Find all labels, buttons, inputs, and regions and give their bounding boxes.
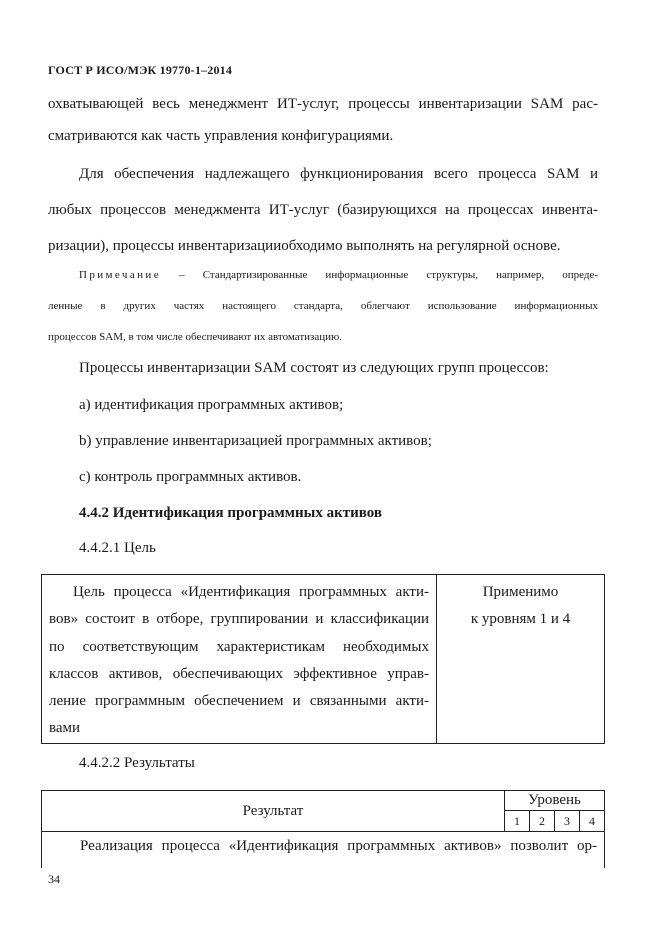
paragraph-line: охватывающей весь менеджмент ИТ-услуг, процессы инвентаризации SAM рас- — [48, 96, 598, 112]
paragraph-line: любых процессов менеджмента ИТ-услуг (базирующихся на процессах инвента- — [48, 202, 598, 218]
goal-table — [41, 574, 605, 744]
note-line: процессов SAM, в том числе обеспечивают их автоматизацию. — [48, 331, 343, 343]
goal-line: ление программным обеспечением и связанными акти- — [49, 693, 429, 710]
level-column-header: Уровень — [505, 791, 605, 811]
goal-line: по соответствующим характеристикам необходимых — [49, 638, 429, 655]
list-item: c) контроль программных активов. — [79, 469, 302, 485]
applicability-line: Применимо — [482, 584, 559, 600]
goal-line: классов активов, обеспечивающих эффективное управ- — [49, 665, 429, 682]
note-text: – Стандартизированные информационные структуры, например, опреде- — [160, 269, 598, 281]
subsection-title: 4.4.2.2 Результаты — [79, 755, 195, 771]
goal-line: Цель процесса «Идентификация программных акти- — [73, 584, 429, 600]
applicability-line: к уровням 1 и 4 — [470, 611, 571, 628]
paragraph-line: Для обеспечения надлежащего функционирования всего процесса SAM и — [79, 166, 598, 182]
section-title: 4.4.2 Идентификация программных активов — [79, 505, 382, 521]
goal-line: вов» состоит в отборе, группировании и классификации — [49, 611, 429, 628]
paragraph-line: сматриваются как часть управления конфигурациями. — [48, 128, 394, 144]
subsection-title: 4.4.2.1 Цель — [79, 540, 156, 556]
page-number: 34 — [48, 872, 60, 886]
list-item: b) управление инвентаризацией программных активов; — [79, 433, 432, 449]
paragraph-line: ризации), процессы инвентаризацииобходимо выполнять на регулярной основе. — [48, 238, 561, 254]
result-column-header: Результат — [42, 791, 505, 832]
level-number: 3 — [555, 811, 580, 832]
result-row-text: Реализация процесса «Идентификация программных активов» позволит ор- — [42, 832, 605, 869]
note-line: ленные в других частях настоящего стандарта, облегчают использование информационных — [48, 300, 598, 312]
goal-line: вами — [49, 720, 81, 737]
level-number: 4 — [580, 811, 605, 832]
document-header: ГОСТ Р ИСО/МЭК 19770-1–2014 — [48, 63, 233, 77]
groups-intro: Процессы инвентаризации SAM состоят из следующих групп процессов: — [79, 360, 549, 376]
applicability-cell — [437, 575, 605, 744]
list-item: a) идентификация программных активов; — [79, 397, 344, 413]
level-number: 1 — [505, 811, 530, 832]
goal-text-cell — [42, 575, 437, 744]
note-label: Примечание — [79, 269, 161, 281]
results-table — [41, 790, 605, 868]
note-line — [79, 260, 598, 291]
level-number: 2 — [530, 811, 555, 832]
